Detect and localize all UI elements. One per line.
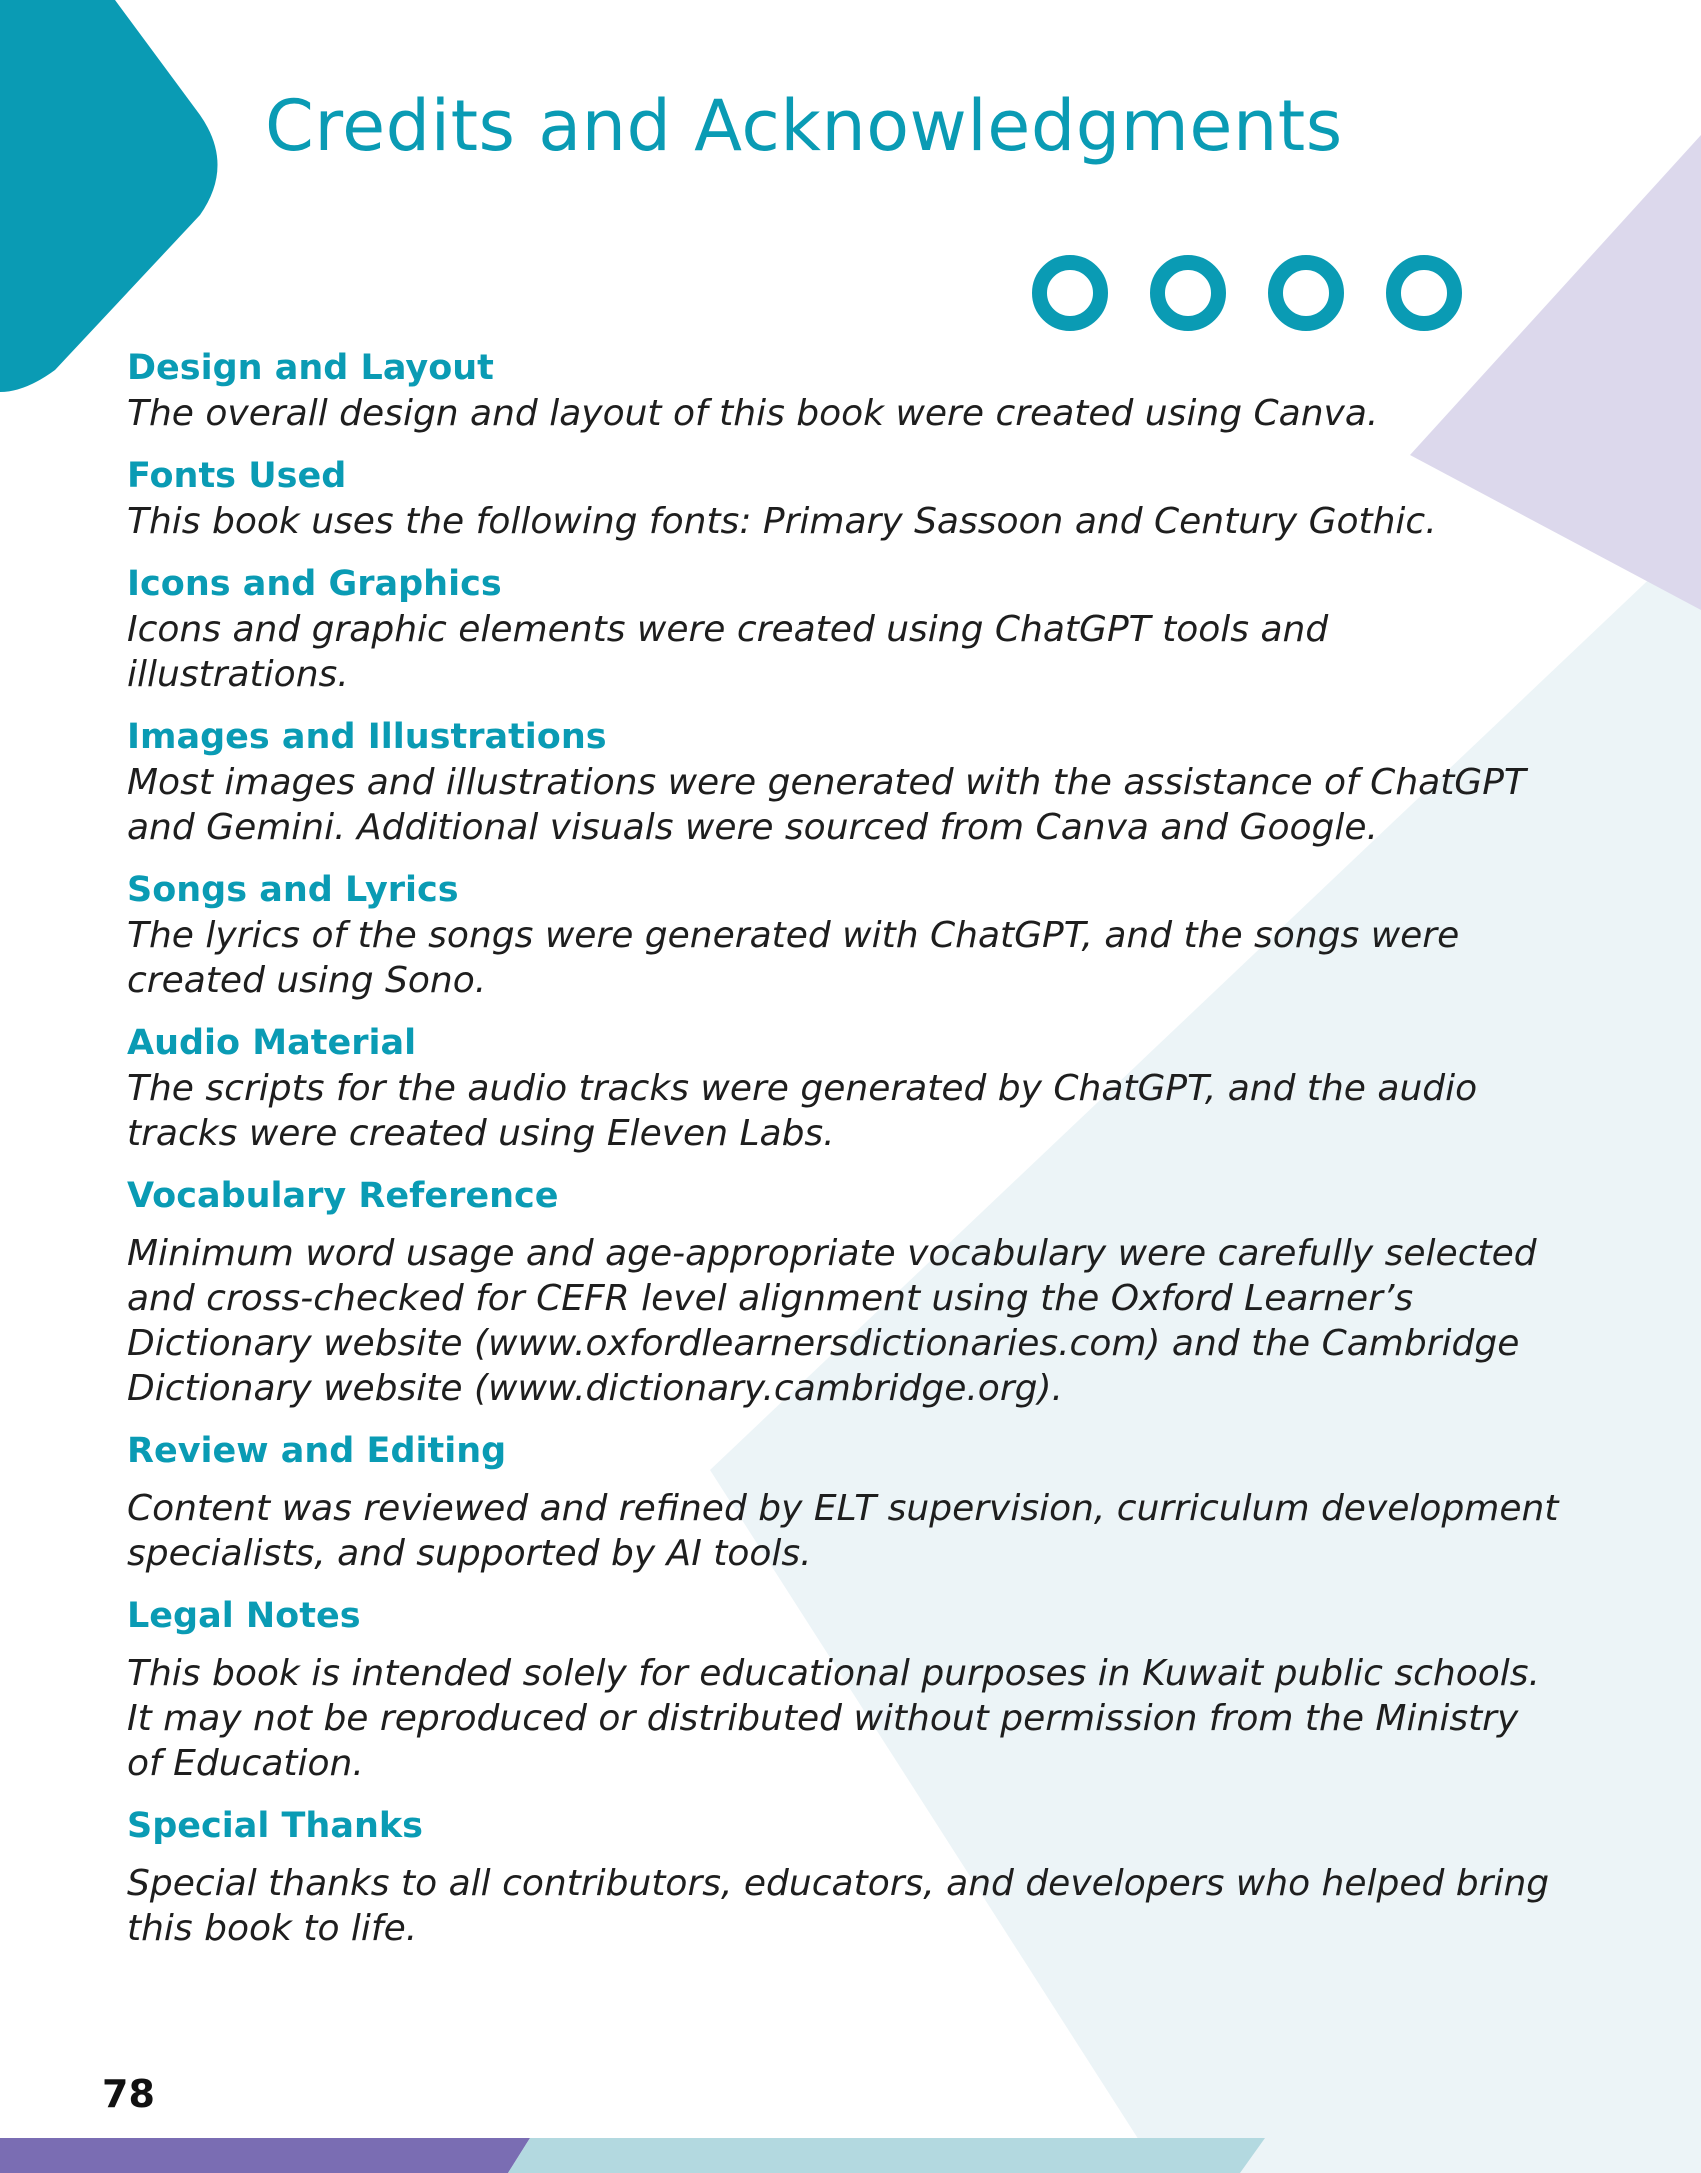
section-heading: Audio Material (127, 1023, 417, 1063)
section-body (127, 391, 1597, 436)
section-body (127, 760, 1597, 850)
section-design-and-layout (127, 345, 1597, 436)
purple-bottom-bar (0, 2138, 530, 2173)
body-line: This book uses the following fonts: Primary Sassoon and Century Gothic. (127, 501, 1437, 542)
section-body (127, 499, 1597, 544)
ring-icon (1032, 255, 1108, 331)
section-heading: Songs and Lyrics (127, 870, 459, 910)
section-body (127, 1861, 1597, 1951)
body-line: Minimum word usage and age-appropriate vocabulary were carefully selected (127, 1233, 1537, 1274)
body-line: Icons and graphic elements were created using ChatGPT tools and (127, 609, 1329, 650)
section-images-and-illustrations (127, 714, 1597, 850)
body-line: The scripts for the audio tracks were generated by ChatGPT, and the audio (127, 1068, 1478, 1109)
ring-icon (1268, 255, 1344, 331)
section-special-thanks (127, 1803, 1597, 1951)
body-line: It may not be reproduced or distributed without permission from the Ministry (127, 1698, 1519, 1739)
body-line: Dictionary website (www.oxfordlearnersdictionaries.com) and the Cambridge (127, 1323, 1520, 1364)
decorative-circles (1032, 255, 1462, 331)
section-heading: Review and Editing (127, 1431, 507, 1471)
body-line: The lyrics of the songs were generated with ChatGPT, and the songs were (127, 915, 1460, 956)
ring-icon (1386, 255, 1462, 331)
body-line: illustrations. (127, 654, 349, 695)
body-line: created using Sono. (127, 960, 487, 1001)
section-body (127, 607, 1597, 697)
ring-icon (1150, 255, 1226, 331)
section-legal-notes (127, 1593, 1597, 1786)
body-line: Content was reviewed and refined by ELT supervision, curriculum development (127, 1488, 1559, 1529)
body-line: Dictionary website (www.dictionary.cambridge.org). (127, 1368, 1063, 1409)
teal-bottom-bar (508, 2138, 1265, 2173)
section-body (127, 1486, 1597, 1576)
section-vocabulary-reference (127, 1173, 1597, 1411)
section-body (127, 1651, 1597, 1786)
section-heading: Design and Layout (127, 348, 494, 388)
section-heading: Images and Illustrations (127, 717, 607, 757)
body-line: tracks were created using Eleven Labs. (127, 1113, 835, 1154)
section-songs-and-lyrics (127, 867, 1597, 1003)
body-line: this book to life. (127, 1908, 418, 1949)
section-icons-and-graphics (127, 561, 1597, 697)
section-review-and-editing (127, 1428, 1597, 1576)
body-line: This book is intended solely for educational purposes in Kuwait public schools. (127, 1653, 1540, 1694)
body-line: and cross-checked for CEFR level alignment using the Oxford Learner’s (127, 1278, 1414, 1319)
page-title: Credits and Acknowledgments (265, 85, 1343, 167)
section-fonts-used (127, 453, 1597, 544)
body-line: Most images and illustrations were generated with the assistance of ChatGPT (127, 762, 1526, 803)
credits-content (127, 345, 1597, 1951)
body-line: and Gemini. Additional visuals were sourced from Canva and Google. (127, 807, 1378, 848)
section-heading: Fonts Used (127, 456, 347, 496)
section-heading: Legal Notes (127, 1596, 361, 1636)
section-body (127, 1231, 1597, 1411)
section-heading: Icons and Graphics (127, 564, 502, 604)
body-line: specialists, and supported by AI tools. (127, 1533, 812, 1574)
page-number: 78 (102, 2072, 155, 2116)
body-line: of Education. (127, 1743, 364, 1784)
section-heading: Special Thanks (127, 1806, 423, 1846)
section-body (127, 913, 1597, 1003)
body-line: Special thanks to all contributors, educators, and developers who helped bring (127, 1863, 1550, 1904)
section-body (127, 1066, 1597, 1156)
section-heading: Vocabulary Reference (127, 1176, 559, 1216)
section-audio-material (127, 1020, 1597, 1156)
teal-corner-shape (0, 0, 218, 392)
body-line: The overall design and layout of this book were created using Canva. (127, 393, 1379, 434)
